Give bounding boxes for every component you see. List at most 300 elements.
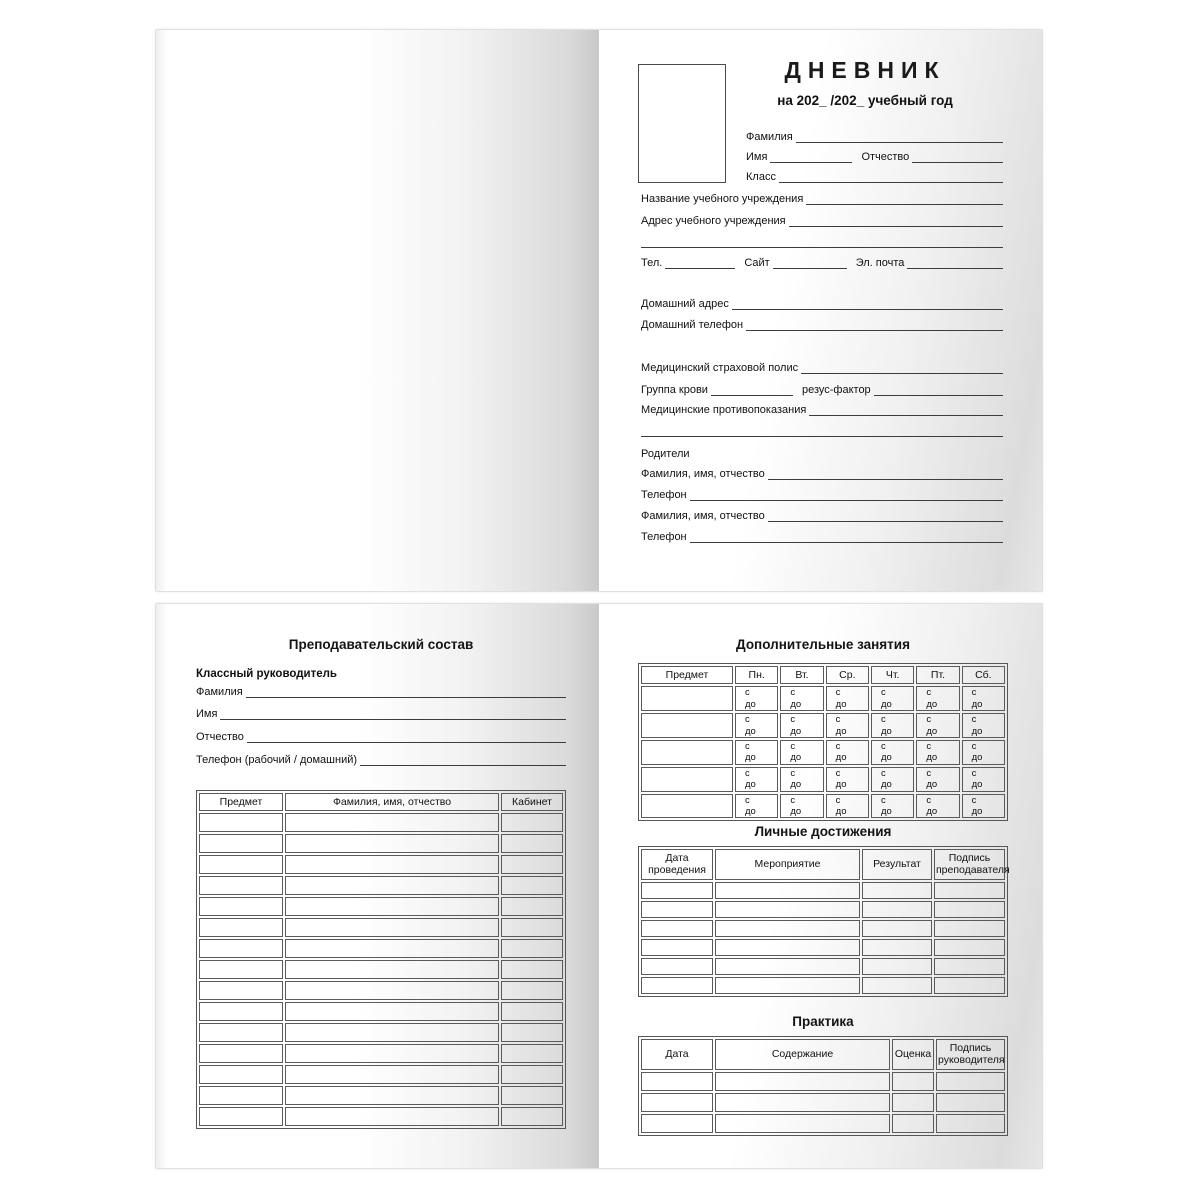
diary-cover-spread bbox=[155, 29, 1043, 592]
section-title: Практика bbox=[792, 1014, 854, 1029]
continuation-line bbox=[641, 232, 1003, 248]
cover-info-page bbox=[599, 30, 1042, 591]
empty-cell bbox=[934, 958, 1005, 975]
empty-cell bbox=[934, 901, 1005, 918]
empty-cell bbox=[780, 713, 823, 738]
empty-cell bbox=[501, 1107, 563, 1126]
time-to-label: до bbox=[880, 752, 892, 764]
section-title: Дополнительные занятия bbox=[736, 637, 910, 652]
table-row bbox=[199, 1107, 563, 1126]
blank-line bbox=[768, 478, 1003, 480]
empty-cell bbox=[962, 794, 1005, 819]
table-row bbox=[641, 767, 1005, 792]
empty-cell bbox=[715, 977, 860, 994]
column-header: Вт. bbox=[780, 666, 823, 684]
column-header: Мероприятие bbox=[715, 849, 860, 880]
blank-line bbox=[773, 267, 847, 269]
time-from-label: с bbox=[926, 740, 932, 752]
time-to-label: до bbox=[926, 805, 938, 817]
empty-cell bbox=[641, 977, 713, 994]
empty-cell bbox=[199, 897, 283, 916]
field-label: Фамилия bbox=[746, 131, 793, 143]
empty-cell bbox=[285, 1065, 499, 1084]
empty-cell bbox=[735, 686, 778, 711]
time-to-label: до bbox=[790, 725, 802, 737]
blank-inner-page bbox=[156, 30, 599, 591]
table-row bbox=[641, 794, 1005, 819]
column-header: Чт. bbox=[871, 666, 914, 684]
empty-cell bbox=[892, 1093, 934, 1112]
blank-line bbox=[789, 225, 1003, 227]
time-from-label: с bbox=[790, 740, 796, 752]
empty-cell bbox=[735, 767, 778, 792]
empty-cell bbox=[916, 686, 959, 711]
empty-cell bbox=[285, 1002, 499, 1021]
empty-cell bbox=[285, 960, 499, 979]
empty-cell bbox=[641, 958, 713, 975]
time-from-label: с bbox=[926, 714, 932, 726]
empty-cell bbox=[199, 834, 283, 853]
empty-cell bbox=[715, 1072, 890, 1091]
time-from-label: с bbox=[790, 767, 796, 779]
empty-cell bbox=[641, 713, 733, 738]
empty-cell bbox=[962, 713, 1005, 738]
time-from-label: с bbox=[745, 767, 750, 779]
table-row bbox=[199, 960, 563, 979]
empty-cell bbox=[916, 740, 959, 765]
time-to-label: до bbox=[745, 725, 756, 737]
page-title: Преподавательский состав bbox=[288, 637, 474, 652]
blank-line bbox=[690, 499, 1003, 501]
field-school-name bbox=[641, 189, 1003, 205]
empty-cell bbox=[715, 920, 860, 937]
empty-cell bbox=[641, 882, 713, 899]
table-row bbox=[641, 713, 1005, 738]
blank-line bbox=[246, 696, 566, 698]
empty-cell bbox=[641, 939, 713, 956]
field-label: Группа крови bbox=[641, 384, 708, 396]
empty-cell bbox=[501, 1023, 563, 1042]
blank-line bbox=[809, 414, 1003, 416]
time-from-label: с bbox=[745, 794, 750, 806]
empty-cell bbox=[934, 939, 1005, 956]
empty-cell bbox=[285, 918, 499, 937]
table-row bbox=[199, 981, 563, 1000]
blank-line bbox=[768, 520, 1003, 522]
time-from-label: с bbox=[926, 794, 932, 806]
empty-cell bbox=[501, 1044, 563, 1063]
empty-cell bbox=[285, 1086, 499, 1105]
time-from-label: с bbox=[835, 714, 841, 726]
column-header: Фамилия, имя, отчество bbox=[285, 793, 499, 811]
time-to-label: до bbox=[971, 779, 983, 791]
empty-cell bbox=[715, 958, 860, 975]
diary-subtitle: на 202_ /202_ учебный год bbox=[777, 93, 953, 108]
empty-cell bbox=[285, 1023, 499, 1042]
time-from-label: с bbox=[790, 687, 796, 699]
empty-cell bbox=[501, 918, 563, 937]
blank-line bbox=[806, 203, 1003, 205]
blank-line bbox=[801, 372, 1003, 374]
empty-cell bbox=[936, 1093, 1005, 1112]
empty-cell bbox=[715, 882, 860, 899]
field-label: Телефон bbox=[641, 531, 687, 543]
column-header: Предмет bbox=[199, 793, 283, 811]
empty-cell bbox=[285, 981, 499, 1000]
time-to-label: до bbox=[790, 805, 802, 817]
class-teacher-heading bbox=[196, 664, 566, 680]
time-from-label: с bbox=[971, 687, 977, 699]
time-to-label: до bbox=[926, 752, 938, 764]
empty-cell bbox=[501, 939, 563, 958]
column-header: Дата bbox=[641, 1039, 713, 1070]
field-parent1-name bbox=[641, 464, 1003, 480]
empty-cell bbox=[501, 813, 563, 832]
empty-cell bbox=[285, 855, 499, 874]
empty-cell bbox=[199, 813, 283, 832]
empty-cell bbox=[962, 767, 1005, 792]
header-row bbox=[199, 793, 563, 811]
field-label: Класс bbox=[746, 171, 776, 183]
column-header: Пт. bbox=[916, 666, 959, 684]
empty-cell bbox=[285, 939, 499, 958]
parents-heading bbox=[641, 444, 1003, 460]
time-to-label: до bbox=[926, 779, 938, 791]
empty-cell bbox=[715, 1093, 890, 1112]
table-row bbox=[641, 901, 1005, 918]
time-from-label: с bbox=[745, 714, 750, 726]
header-row bbox=[641, 1039, 1005, 1070]
time-to-label: до bbox=[745, 698, 756, 710]
field-teacher-name bbox=[196, 704, 566, 720]
blank-line bbox=[779, 181, 1003, 183]
empty-cell bbox=[199, 1044, 283, 1063]
blank-line bbox=[641, 435, 1003, 437]
field-teacher-surname bbox=[196, 682, 566, 698]
field-label: Телефон (рабочий / домашний) bbox=[196, 754, 358, 766]
time-to-label: до bbox=[745, 752, 756, 764]
time-from-label: с bbox=[880, 767, 886, 779]
empty-cell bbox=[962, 740, 1005, 765]
time-from-label: с bbox=[745, 740, 750, 752]
empty-cell bbox=[916, 794, 959, 819]
achievements-table bbox=[638, 846, 1008, 997]
blank-line bbox=[247, 741, 566, 743]
blank-line bbox=[907, 267, 1003, 269]
empty-cell bbox=[501, 1065, 563, 1084]
empty-cell bbox=[285, 834, 499, 853]
empty-cell bbox=[735, 794, 778, 819]
empty-cell bbox=[285, 876, 499, 895]
empty-cell bbox=[871, 686, 914, 711]
empty-cell bbox=[641, 794, 733, 819]
diary-inner-spread bbox=[155, 603, 1043, 1169]
empty-cell bbox=[199, 1107, 283, 1126]
empty-cell bbox=[199, 876, 283, 895]
empty-cell bbox=[501, 1002, 563, 1021]
time-from-label: с bbox=[926, 767, 932, 779]
table-row bbox=[641, 686, 1005, 711]
time-to-label: до bbox=[880, 779, 892, 791]
time-to-label: до bbox=[835, 805, 847, 817]
field-label: Сайт bbox=[744, 257, 770, 269]
empty-cell bbox=[641, 901, 713, 918]
empty-cell bbox=[871, 794, 914, 819]
time-to-label: до bbox=[926, 698, 938, 710]
table-row bbox=[641, 1093, 1005, 1112]
empty-cell bbox=[199, 981, 283, 1000]
time-to-label: до bbox=[835, 698, 847, 710]
empty-cell bbox=[934, 920, 1005, 937]
diary-title: ДНЕВНИК bbox=[784, 57, 946, 83]
empty-cell bbox=[936, 1072, 1005, 1091]
column-header: Подпись руководителя bbox=[936, 1039, 1005, 1070]
time-to-label: до bbox=[880, 805, 892, 817]
empty-cell bbox=[735, 740, 778, 765]
time-from-label: с bbox=[971, 794, 977, 806]
column-header: Дата проведения bbox=[641, 849, 713, 880]
empty-cell bbox=[916, 713, 959, 738]
table-row bbox=[641, 882, 1005, 899]
field-label: Имя bbox=[746, 151, 768, 163]
time-from-label: с bbox=[745, 687, 750, 699]
empty-cell bbox=[871, 740, 914, 765]
table-row bbox=[199, 855, 563, 874]
empty-cell bbox=[501, 834, 563, 853]
time-to-label: до bbox=[971, 698, 983, 710]
table-row bbox=[199, 1065, 563, 1084]
empty-cell bbox=[826, 794, 869, 819]
empty-cell bbox=[501, 981, 563, 1000]
time-to-label: до bbox=[880, 725, 892, 737]
empty-cell bbox=[501, 876, 563, 895]
blank-line bbox=[796, 141, 1003, 143]
field-name-patronymic bbox=[746, 147, 1003, 163]
empty-cell bbox=[871, 767, 914, 792]
blank-line bbox=[770, 161, 852, 163]
field-label: Имя bbox=[196, 708, 218, 720]
empty-cell bbox=[501, 897, 563, 916]
field-label: Фамилия, имя, отчество bbox=[641, 468, 765, 480]
time-to-label: до bbox=[790, 698, 802, 710]
time-from-label: с bbox=[790, 794, 796, 806]
empty-cell bbox=[862, 882, 932, 899]
empty-cell bbox=[826, 686, 869, 711]
empty-cell bbox=[199, 1023, 283, 1042]
empty-cell bbox=[501, 855, 563, 874]
blank-line bbox=[711, 394, 793, 396]
table-row bbox=[641, 1072, 1005, 1091]
field-medical-policy bbox=[641, 358, 1003, 374]
empty-cell bbox=[892, 1072, 934, 1091]
empty-cell bbox=[199, 1086, 283, 1105]
field-label: Эл. почта bbox=[855, 257, 905, 269]
empty-cell bbox=[641, 686, 733, 711]
time-to-label: до bbox=[926, 725, 938, 737]
empty-cell bbox=[934, 977, 1005, 994]
empty-cell bbox=[780, 686, 823, 711]
time-to-label: до bbox=[971, 725, 983, 737]
time-from-label: с bbox=[926, 687, 932, 699]
column-header: Подпись преподавателя bbox=[934, 849, 1005, 880]
time-from-label: с bbox=[971, 714, 977, 726]
empty-cell bbox=[641, 1093, 713, 1112]
time-to-label: до bbox=[835, 725, 847, 737]
column-header: Пн. bbox=[735, 666, 778, 684]
time-to-label: до bbox=[880, 698, 892, 710]
empty-cell bbox=[199, 855, 283, 874]
time-from-label: с bbox=[971, 767, 977, 779]
table-row bbox=[641, 740, 1005, 765]
empty-cell bbox=[641, 740, 733, 765]
blank-line bbox=[912, 161, 1003, 163]
empty-cell bbox=[962, 686, 1005, 711]
time-to-label: до bbox=[971, 752, 983, 764]
field-label: Домашний адрес bbox=[641, 298, 729, 310]
empty-cell bbox=[285, 1107, 499, 1126]
empty-cell bbox=[826, 767, 869, 792]
time-to-label: до bbox=[835, 752, 847, 764]
empty-cell bbox=[871, 713, 914, 738]
time-from-label: с bbox=[880, 794, 886, 806]
continuation-line bbox=[641, 421, 1003, 437]
field-home-address bbox=[641, 294, 1003, 310]
table-row bbox=[199, 813, 563, 832]
time-to-label: до bbox=[790, 752, 802, 764]
empty-cell bbox=[199, 1065, 283, 1084]
additional-classes-table bbox=[638, 663, 1008, 821]
time-from-label: с bbox=[880, 687, 886, 699]
field-label: Медицинский страховой полис bbox=[641, 362, 799, 374]
header-row bbox=[641, 666, 1005, 684]
empty-cell bbox=[199, 939, 283, 958]
field-parent2-name bbox=[641, 506, 1003, 522]
table-row bbox=[199, 1023, 563, 1042]
column-header: Ср. bbox=[826, 666, 869, 684]
empty-cell bbox=[735, 713, 778, 738]
column-header: Содержание bbox=[715, 1039, 890, 1070]
empty-cell bbox=[780, 767, 823, 792]
empty-cell bbox=[715, 901, 860, 918]
empty-cell bbox=[916, 767, 959, 792]
empty-cell bbox=[862, 958, 932, 975]
time-to-label: до bbox=[745, 805, 756, 817]
table-row bbox=[641, 977, 1005, 994]
blank-line bbox=[690, 541, 1003, 543]
section-title: Личные достижения bbox=[754, 824, 892, 839]
extra-activities-page bbox=[599, 604, 1042, 1168]
table-row bbox=[199, 1002, 563, 1021]
empty-cell bbox=[641, 1072, 713, 1091]
empty-cell bbox=[199, 918, 283, 937]
empty-cell bbox=[641, 1114, 713, 1133]
empty-cell bbox=[501, 1086, 563, 1105]
field-label: Медицинские противопоказания bbox=[641, 404, 807, 416]
field-contacts bbox=[641, 253, 1003, 269]
photo-placeholder-box bbox=[638, 64, 726, 183]
field-label: Адрес учебного учреждения bbox=[641, 215, 786, 227]
column-header: Результат bbox=[862, 849, 932, 880]
empty-cell bbox=[715, 939, 860, 956]
time-to-label: до bbox=[745, 779, 756, 791]
table-row bbox=[199, 876, 563, 895]
blank-line bbox=[732, 308, 1003, 310]
blank-line bbox=[220, 718, 566, 720]
blank-line bbox=[360, 764, 566, 766]
time-from-label: с bbox=[971, 740, 977, 752]
table-row bbox=[641, 958, 1005, 975]
time-from-label: с bbox=[790, 714, 796, 726]
field-parent1-phone bbox=[641, 485, 1003, 501]
empty-cell bbox=[641, 767, 733, 792]
field-label: Домашний телефон bbox=[641, 319, 744, 331]
field-teacher-phone bbox=[196, 750, 566, 766]
empty-cell bbox=[199, 960, 283, 979]
field-label: Отчество bbox=[861, 151, 910, 163]
column-header: Оценка bbox=[892, 1039, 934, 1070]
field-label: Отчество bbox=[196, 731, 244, 743]
field-parent2-phone bbox=[641, 527, 1003, 543]
teachers-page bbox=[156, 604, 599, 1168]
empty-cell bbox=[285, 813, 499, 832]
empty-cell bbox=[285, 1044, 499, 1063]
empty-cell bbox=[826, 713, 869, 738]
field-label: Телефон bbox=[641, 489, 687, 501]
section-label: Классный руководитель bbox=[196, 667, 338, 680]
empty-cell bbox=[862, 901, 932, 918]
time-to-label: до bbox=[971, 805, 983, 817]
column-header: Сб. bbox=[962, 666, 1005, 684]
empty-cell bbox=[892, 1114, 934, 1133]
empty-cell bbox=[501, 960, 563, 979]
time-from-label: с bbox=[835, 794, 841, 806]
blank-line bbox=[746, 329, 1003, 331]
time-to-label: до bbox=[835, 779, 847, 791]
column-header: Предмет bbox=[641, 666, 733, 684]
blank-line bbox=[641, 246, 1003, 248]
table-row bbox=[199, 1044, 563, 1063]
empty-cell bbox=[934, 882, 1005, 899]
empty-cell bbox=[862, 939, 932, 956]
field-label: Название учебного учреждения bbox=[641, 193, 804, 205]
table-row bbox=[641, 939, 1005, 956]
time-from-label: с bbox=[835, 767, 841, 779]
empty-cell bbox=[780, 794, 823, 819]
table-row bbox=[199, 897, 563, 916]
empty-cell bbox=[199, 1002, 283, 1021]
empty-cell bbox=[780, 740, 823, 765]
empty-cell bbox=[715, 1114, 890, 1133]
empty-cell bbox=[862, 977, 932, 994]
section-label: Родители bbox=[641, 448, 690, 460]
header-row bbox=[641, 849, 1005, 880]
practice-table bbox=[638, 1036, 1008, 1136]
blank-line bbox=[874, 394, 1003, 396]
field-label: Фамилия bbox=[196, 686, 243, 698]
field-class bbox=[746, 167, 1003, 183]
table-row bbox=[199, 918, 563, 937]
field-contraindications bbox=[641, 400, 1003, 416]
field-home-phone bbox=[641, 315, 1003, 331]
empty-cell bbox=[826, 740, 869, 765]
table-row bbox=[199, 939, 563, 958]
field-label: Тел. bbox=[641, 257, 663, 269]
empty-cell bbox=[285, 897, 499, 916]
field-school-address bbox=[641, 211, 1003, 227]
field-blood-group bbox=[641, 380, 1003, 396]
table-row bbox=[199, 1086, 563, 1105]
blank-line bbox=[665, 267, 735, 269]
